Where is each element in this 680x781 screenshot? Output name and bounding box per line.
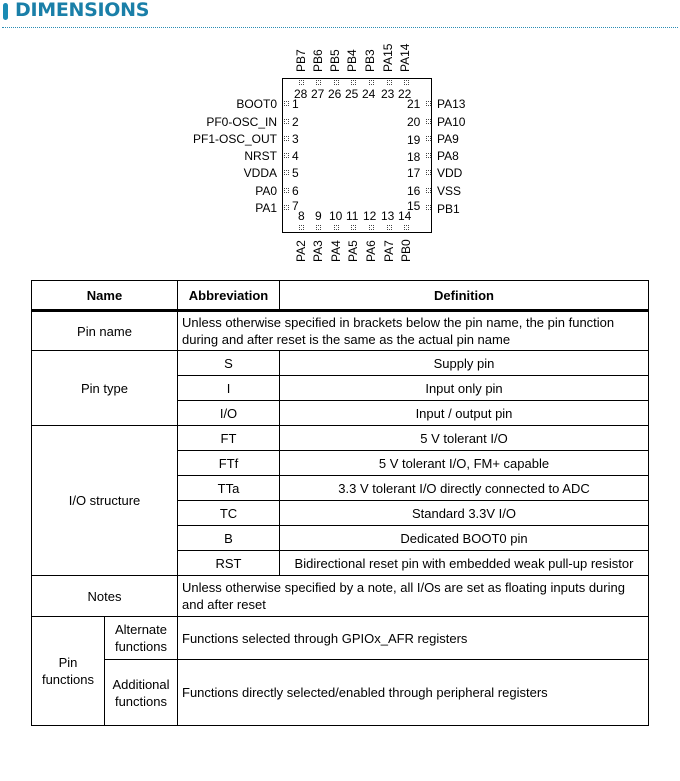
row-definition: Unless otherwise specified in brackets below the pin name, the pin function during and after reset is the same as the actual pin name [178, 311, 649, 351]
pin-label-top: PA14 [398, 43, 412, 72]
abbreviation-cell: I/O [178, 401, 280, 426]
abbreviation-cell: FT [178, 426, 280, 451]
pin-number: 24 [362, 87, 376, 101]
pin-marker [387, 225, 392, 230]
pin-number: 16 [407, 184, 421, 198]
pin-label-left: VDDA [243, 166, 277, 180]
abbreviation-cell: S [178, 351, 280, 376]
pin-number: 21 [407, 97, 421, 111]
row-name-pin-functions: Pin functions [32, 617, 105, 726]
pin-marker [426, 153, 431, 158]
pin-number: 5 [292, 166, 299, 180]
pin-number: 7 [292, 199, 299, 213]
pinout-diagram [0, 0, 680, 270]
pin-label-bottom: PA5 [346, 240, 360, 262]
pin-marker [387, 80, 392, 85]
pin-number: 4 [292, 149, 299, 163]
pin-label-bottom: PA3 [311, 240, 325, 262]
definition-cell: 5 V tolerant I/O [280, 426, 649, 451]
table-row [32, 576, 649, 617]
column-header-definition: Definition [280, 281, 649, 311]
pin-number: 2 [292, 115, 299, 129]
pin-label-left: NRST [244, 149, 277, 163]
row-name-notes: Notes [32, 576, 178, 617]
definition-cell: Supply pin [280, 351, 649, 376]
pin-marker [351, 225, 356, 230]
abbreviation-cell: FTf [178, 451, 280, 476]
pin-number: 11 [346, 209, 359, 223]
pin-number: 10 [329, 209, 343, 223]
pin-number: 3 [292, 132, 299, 146]
abbreviation-cell: B [178, 526, 280, 551]
pin-number: 1 [292, 97, 299, 111]
pin-label-right: VSS [437, 184, 462, 198]
pin-label-top: PA15 [381, 43, 395, 72]
row-definition: Unless otherwise specified by a note, all I/Os are set as floating inputs during and after reset [178, 576, 649, 617]
pin-marker [351, 80, 356, 85]
pin-label-top: PB4 [345, 49, 359, 72]
section-title: DIMENSIONS [15, 0, 150, 21]
pin-marker [284, 205, 289, 210]
pin-marker [334, 225, 339, 230]
pin-number: 9 [315, 209, 322, 223]
table-row [32, 660, 649, 726]
definition-cell: 5 V tolerant I/O, FM+ capable [280, 451, 649, 476]
pin-number: 27 [311, 87, 325, 101]
pin-definition-table [31, 280, 649, 726]
pin-label-right: PA9 [437, 132, 459, 146]
pin-number: 28 [294, 87, 308, 101]
abbreviation-cell: TTa [178, 476, 280, 501]
definition-cell: Dedicated BOOT0 pin [280, 526, 649, 551]
pin-label-bottom: PA6 [364, 240, 378, 262]
pin-number: 14 [398, 209, 412, 223]
pin-number: 20 [407, 115, 421, 129]
pin-marker [284, 136, 289, 141]
pin-label-bottom: PB0 [399, 239, 413, 262]
definition-cell: Input only pin [280, 376, 649, 401]
pin-label-bottom: PA2 [294, 240, 308, 262]
pin-number: 12 [363, 209, 377, 223]
row-name-io-structure: I/O structure [32, 426, 178, 576]
pin-marker [299, 225, 304, 230]
abbreviation-cell: I [178, 376, 280, 401]
pin-marker [426, 119, 431, 124]
definition-cell: Input / output pin [280, 401, 649, 426]
pin-label-top: PB7 [294, 49, 308, 72]
pin-marker [426, 188, 431, 193]
pin-label-left: PA0 [255, 184, 277, 198]
pin-label-right: PA13 [437, 97, 466, 111]
pin-label-top: PB6 [311, 49, 325, 72]
table-row [32, 426, 649, 451]
pin-marker [316, 80, 321, 85]
pin-marker [299, 80, 304, 85]
pin-number: 19 [407, 133, 421, 147]
pin-marker [284, 188, 289, 193]
table-row [32, 617, 649, 660]
definition-cell: Functions directly selected/enabled through peripheral registers [178, 660, 649, 726]
pin-marker [369, 225, 374, 230]
pin-number: 6 [292, 184, 299, 198]
pin-number: 23 [381, 87, 395, 101]
row-name-pin-type: Pin type [32, 351, 178, 426]
pin-label-bottom: PA7 [382, 240, 396, 262]
pin-label-top: PB5 [328, 49, 342, 72]
sub-name-cell: Alternate functions [105, 617, 178, 660]
table-row [32, 311, 649, 351]
pin-marker [316, 225, 321, 230]
pin-number: 26 [328, 87, 342, 101]
table-header-row [32, 281, 649, 311]
definition-cell: Functions selected through GPIOx_AFR registers [178, 617, 649, 660]
pin-marker [426, 205, 431, 210]
sub-name-cell: Additional functions [105, 660, 178, 726]
abbreviation-cell: RST [178, 551, 280, 576]
pin-marker [404, 225, 409, 230]
pin-number: 8 [298, 209, 305, 223]
pin-marker [284, 170, 289, 175]
abbreviation-cell: TC [178, 501, 280, 526]
pin-marker [426, 170, 431, 175]
column-header-name: Name [32, 281, 178, 311]
pin-label-bottom: PA4 [329, 240, 343, 262]
definition-cell: Bidirectional reset pin with embedded weak pull-up resistor [280, 551, 649, 576]
row-name-pin-name: Pin name [32, 311, 178, 351]
pin-marker [426, 101, 431, 106]
pin-number: 22 [398, 87, 412, 101]
definition-cell: 3.3 V tolerant I/O directly connected to ADC [280, 476, 649, 501]
pin-marker [284, 101, 289, 106]
pin-number: 18 [407, 150, 421, 164]
pin-number: 15 [407, 199, 421, 213]
pin-label-right: PA8 [437, 149, 459, 163]
pin-marker [284, 119, 289, 124]
pin-marker [369, 80, 374, 85]
pin-label-right: VDD [437, 166, 463, 180]
pin-label-left: PF0-OSC_IN [206, 115, 277, 129]
pin-label-left: PF1-OSC_OUT [192, 132, 277, 146]
pin-marker [426, 136, 431, 141]
pin-marker [334, 80, 339, 85]
pin-label-right: PB1 [437, 202, 460, 216]
pin-label-top: PB3 [363, 49, 377, 72]
pin-label-left: BOOT0 [236, 97, 277, 111]
pin-label-left: PA1 [255, 201, 277, 215]
pin-label-right: PA10 [437, 115, 466, 129]
pin-marker [404, 80, 409, 85]
pin-number: 17 [407, 166, 421, 180]
column-header-abbreviation: Abbreviation [178, 281, 280, 311]
definition-cell: Standard 3.3V I/O [280, 501, 649, 526]
pin-number: 25 [345, 87, 359, 101]
table-row [32, 351, 649, 376]
pin-number: 13 [381, 209, 395, 223]
pin-marker [284, 153, 289, 158]
